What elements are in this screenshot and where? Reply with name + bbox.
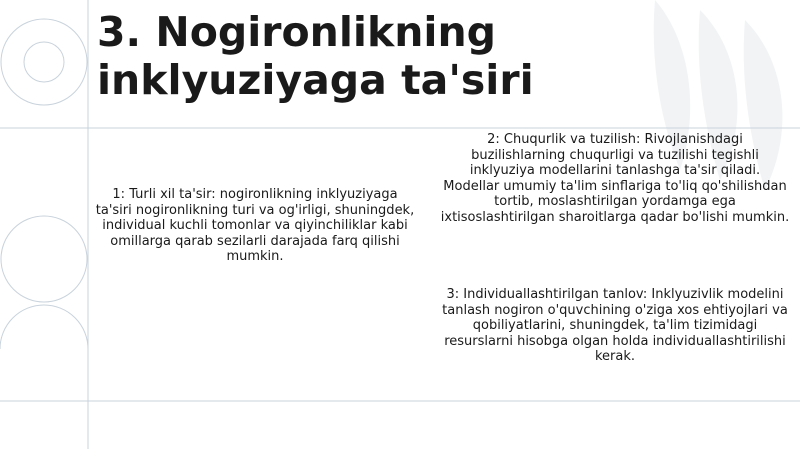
paragraph-diverse-impact: 1: Turli xil ta'sir: nogironlikning inklyuziyaga ta'siri nogironlikning turi va og'irligi, shuningdek, individual kuchli tomonlar va qiyinchiliklar kabi omillarga qarab sezilarli darajada farq qilishi mumkin. [95, 187, 415, 264]
decor-circle-medium [1, 19, 87, 105]
slide-title: 3. Nogironlikning inklyuziyaga ta'siri [97, 8, 534, 104]
decor-arc-bottom [0, 305, 88, 401]
decor-circle-small [24, 42, 64, 82]
paragraph-individual-choice: 3: Individuallashtirilgan tanlov: Inklyuzivlik modelini tanlash nogiron o'quvchining o'ziga xos ehtiyojlari va qobiliyatlarini, shuningdek, ta'lim tizimidagi resurslarni hisobga olgan holda individuallashtirilishi kerak. [442, 287, 788, 364]
decor-circle-large [1, 216, 87, 302]
paragraph-depth-structure: 2: Chuqurlik va tuzilish: Rivojlanishdagi buzilishlarning chuqurligi va tuzilishi tegishli inklyuziya modellarini tanlashga ta'sir qiladi. Modellar umumiy ta'lim sinflariga to'liq qo'shilishdan tortib, moslashtirilgan yordamga ega ixtisoslashtirilgan sharoitlarga qadar bo'lishi mumkin. [440, 132, 790, 225]
